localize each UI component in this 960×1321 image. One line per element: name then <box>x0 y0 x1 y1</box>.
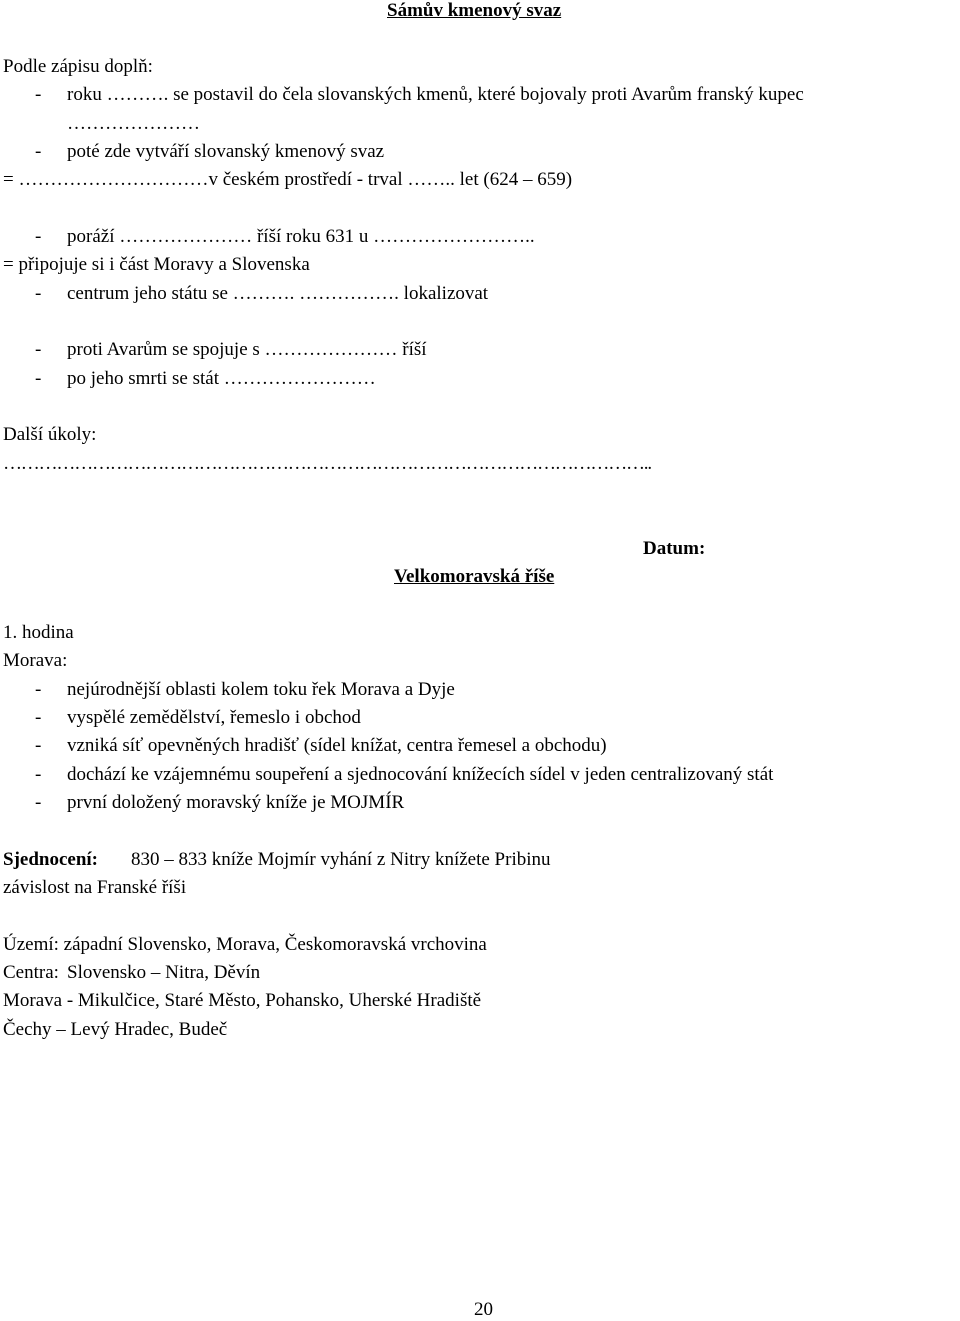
sjednoceni-text: 830 – 833 kníže Mojmír vyhání z Nitry knížete Pribinu <box>131 849 551 870</box>
page-number: 20 <box>474 1299 493 1320</box>
fill-line-centrum: centrum jeho státu se ………. ……………. lokalizovat <box>67 283 489 304</box>
bullet-item: vyspělé zemědělství, řemeslo i obchod <box>67 707 361 728</box>
list-dash: - <box>35 141 42 162</box>
intro-text: Podle zápisu doplň: <box>3 56 153 77</box>
fill-line-pripojuje: = připojuje si i část Moravy a Slovenska <box>3 254 310 275</box>
list-dash: - <box>35 792 42 813</box>
list-dash: - <box>35 707 42 728</box>
cechy-centra: Čechy – Levý Hradec, Budeč <box>3 1019 228 1040</box>
fill-line-svaz: poté zde vytváří slovanský kmenový svaz <box>67 141 385 162</box>
section-title-velkomoravska: Velkomoravská říše <box>394 566 555 587</box>
list-dash: - <box>35 339 42 360</box>
fill-line-kupec: ………………… <box>67 113 200 134</box>
list-dash: - <box>35 764 42 785</box>
bullet-item: nejúrodnější oblasti kolem toku řek Morava a Dyje <box>67 679 455 700</box>
sjednoceni-line2: závislost na Franské říši <box>3 877 187 898</box>
bullet-item: vzniká síť opevněných hradišť (sídel knížat, centra řemesel a obchodu) <box>67 735 607 756</box>
bullet-item: dochází ke vzájemnému soupeření a sjednocování knížecích sídel v jeden centralizovaný stát <box>67 764 774 785</box>
centra-label: Centra: <box>3 962 59 983</box>
list-dash: - <box>35 368 42 389</box>
section-title-samuv-svaz: Sámův kmenový svaz <box>387 0 562 21</box>
sjednoceni-label: Sjednocení: <box>3 849 98 870</box>
bullet-item: první doložený moravský kníže je MOJMÍR <box>67 792 405 813</box>
list-dash: - <box>35 283 42 304</box>
fill-line-porazi: poráží ………………… říší roku 631 u …………………….. <box>67 226 535 247</box>
uzemi-text: Území: západní Slovensko, Morava, Českomoravská vrchovina <box>3 934 487 955</box>
datum-label: Datum: <box>643 538 706 559</box>
more-tasks-dots: ……………………………………………………………………………………………….. <box>3 453 651 474</box>
more-tasks-label: Další úkoly: <box>3 424 97 445</box>
fill-line-avarum: proti Avarům se spojuje s ………………… říší <box>67 339 427 360</box>
centra-text: Slovensko – Nitra, Děvín <box>67 962 261 983</box>
morava-label: Morava: <box>3 650 68 671</box>
morava-centra: Morava - Mikulčice, Staré Město, Pohansko, Uherské Hradiště <box>3 990 482 1011</box>
fill-line-trval: = …………………………v českém prostředí - trval …….. let (624 – 659) <box>3 169 573 190</box>
fill-line-roku: roku ………. se postavil do čela slovanských kmenů, které bojovaly proti Avarům franský kupec <box>67 84 804 105</box>
lesson-label: 1. hodina <box>3 622 74 643</box>
list-dash: - <box>35 735 42 756</box>
list-dash: - <box>35 226 42 247</box>
list-dash: - <box>35 84 42 105</box>
list-dash: - <box>35 679 42 700</box>
fill-line-smrti: po jeho smrti se stát …………………… <box>67 368 376 389</box>
